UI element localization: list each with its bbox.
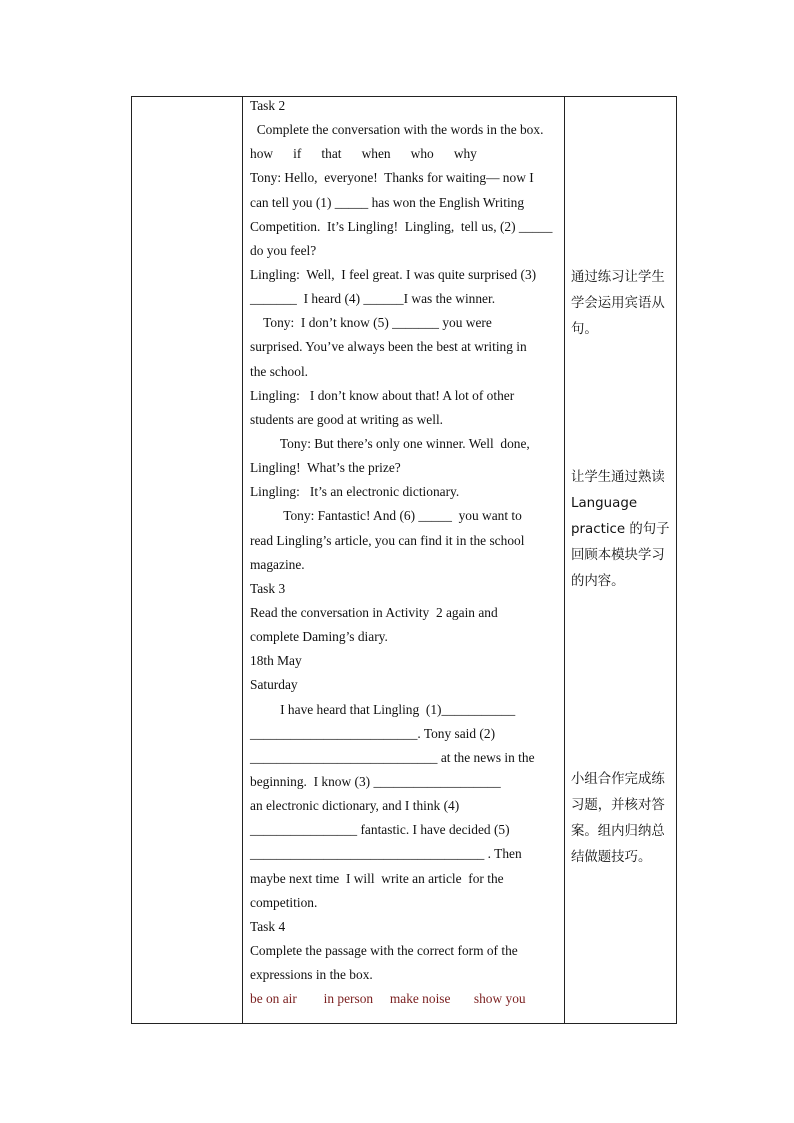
- content-line: an electronic dictionary, and I think (4): [250, 798, 460, 814]
- content-line: magazine.: [250, 556, 305, 572]
- content-line: Task 4: [250, 918, 286, 934]
- content-line: Lingling! What’s the prize?: [250, 460, 401, 476]
- content-line: the school.: [250, 363, 309, 379]
- content-line: ____________________________ at the news in the: [250, 749, 535, 765]
- word-box-line: how if that when who why: [250, 146, 477, 162]
- content-line: ________________ fantastic. I have decided (5): [250, 822, 510, 838]
- content-line: Lingling: Well, I feel great. I was quite surprised (3): [250, 266, 537, 282]
- content-line: surprised. You’ve always been the best at writing in: [250, 339, 527, 355]
- column-divider-left: [242, 97, 243, 1023]
- note-line: 句。: [571, 322, 598, 337]
- note-line: 结做题技巧。: [571, 850, 652, 865]
- content-line: Tony: I don’t know (5) _______ you were: [250, 315, 492, 331]
- content-line: Competition. It’s Lingling! Lingling, tell us, (2) _____: [250, 218, 553, 234]
- content-line: expressions in the box.: [250, 967, 373, 983]
- note-line: 回顾本模块学习: [571, 548, 665, 563]
- teaching-note-2: [571, 465, 675, 595]
- expression-box-line: be on air in person make noise show you: [250, 991, 526, 1007]
- content-line: maybe next time I will write an article for the: [250, 870, 504, 886]
- teaching-note-1: [571, 265, 675, 343]
- note-line: 让学生通过熟读: [571, 470, 665, 485]
- content-line: Read the conversation in Activity 2 again and: [250, 604, 498, 620]
- content-line: Tony: Fantastic! And (6) _____ you want to: [250, 508, 522, 524]
- content-line: Lingling: I don’t know about that! A lot of other: [250, 387, 515, 403]
- content-line: Task 3: [250, 580, 286, 596]
- note-line: 通过练习让学生: [571, 270, 665, 285]
- content-line: complete Daming’s diary.: [250, 629, 388, 645]
- content-line: competition.: [250, 894, 318, 910]
- content-line: _________________________. Tony said (2): [250, 725, 496, 741]
- lesson-table: [131, 96, 677, 1024]
- content-line: Tony: But there’s only one winner. Well done,: [250, 435, 530, 451]
- content-line: 18th May: [250, 653, 302, 669]
- content-line: ___________________________________ . Then: [250, 846, 522, 862]
- teaching-note-3: [571, 767, 675, 871]
- content-line: can tell you (1) _____ has won the English Writing: [250, 194, 525, 210]
- note-line: 学会运用宾语从: [571, 296, 665, 311]
- note-line: practice 的句子: [571, 522, 670, 537]
- content-line: Complete the conversation with the words in the box.: [250, 122, 544, 138]
- note-line: Language: [571, 496, 638, 511]
- content-line: _______ I heard (4) ______I was the winner.: [250, 291, 496, 307]
- content-line: beginning. I know (3) ___________________: [250, 773, 501, 789]
- note-line: 案。组内归纳总: [571, 824, 665, 839]
- content-line: Saturday: [250, 677, 298, 693]
- content-line: Lingling: It’s an electronic dictionary.: [250, 484, 460, 500]
- note-line: 习题，并核对答: [571, 798, 665, 813]
- note-line: 的内容。: [571, 574, 625, 589]
- content-line: Task 2: [250, 98, 286, 113]
- column-divider-right: [564, 97, 565, 1023]
- content-line: I have heard that Lingling (1)___________: [250, 701, 516, 717]
- content-line: read Lingling’s article, you can find it in the school: [250, 532, 525, 548]
- content-line: students are good at writing as well.: [250, 411, 444, 427]
- task-content-column: [250, 97, 560, 1014]
- content-line: do you feel?: [250, 242, 317, 258]
- note-line: 小组合作完成练: [571, 772, 665, 787]
- content-line: Complete the passage with the correct form of the: [250, 942, 518, 958]
- content-line: Tony: Hello, everyone! Thanks for waiting— now I: [250, 170, 534, 186]
